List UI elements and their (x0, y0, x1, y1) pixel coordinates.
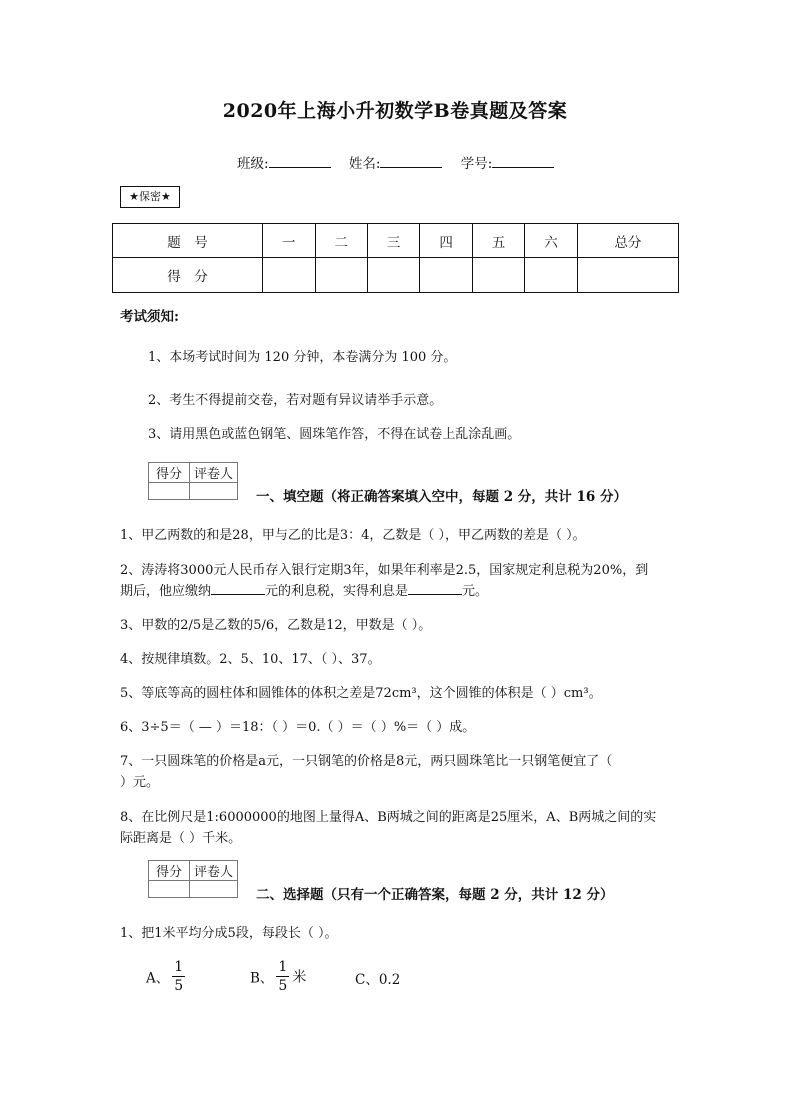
option-a-label: A、 (146, 970, 170, 987)
score-cell (263, 258, 315, 293)
question-6: 6、3÷5＝（ — ）＝18：（ ）＝0.（ ）＝（ ）%＝（ ）成。 (120, 720, 476, 735)
question-4: 4、按规律填数。2、5、10、17、（ ）、37。 (120, 652, 381, 667)
option-b (250, 958, 306, 995)
grader-score-label: 得分 (149, 861, 190, 881)
option-a (146, 958, 188, 995)
question-8-line2: 际距离是（ ）千米。 (120, 831, 242, 846)
fraction (172, 958, 185, 995)
option-b-label: B、 (250, 970, 274, 987)
question-7-line2: ）元。 (120, 775, 160, 790)
option-b-unit: 米 (292, 969, 307, 986)
question-7-line1: 7、一只圆珠笔的价格是a元，一只钢笔的价格是8元，两只圆珠笔比一只钢笔便宜了（ (120, 754, 613, 769)
grader-score-label: 得分 (149, 463, 190, 483)
notice-item: 2、考生不得提前交卷，若对题有异议请举手示意。 (148, 393, 443, 408)
id-blank (492, 155, 554, 168)
notice-item: 3、请用黑色或蓝色钢笔、圆珠笔作答，不得在试卷上乱涂乱画。 (148, 427, 521, 442)
class-blank (269, 155, 331, 168)
score-cell (315, 258, 367, 293)
score-cell (577, 258, 678, 293)
fraction (276, 958, 289, 995)
score-cell (472, 258, 524, 293)
question-2-line2 (120, 580, 488, 599)
notice-item: 1、本场考试时间为 120 分钟，本卷满分为 100 分。 (148, 350, 457, 365)
question-8-line1: 8、在比例尺是1:6000000的地图上量得A、B两城之间的距离是25厘米，A、B两城之间的实 (120, 810, 657, 825)
name-blank (380, 155, 442, 168)
fraction-denominator: 5 (278, 978, 288, 994)
grader-box (148, 462, 238, 500)
fraction-denominator: 5 (174, 978, 184, 994)
q2-part2: 元的利息税，实得利息是 (265, 584, 409, 599)
page-title: 2020年上海小升初数学B卷真题及答案 (222, 100, 568, 122)
question-2-line1: 2、涛涛将3000元人民币存入银行定期3年，如果年利率是2.5，国家规定利息税为20%，到 (120, 563, 649, 578)
fraction-numerator: 1 (174, 959, 184, 975)
header-cell: 六 (525, 224, 577, 258)
answer-blank (408, 582, 462, 595)
grader-reviewer-cell (190, 881, 238, 898)
question-5: 5、等底等高的圆柱体和圆锥体的体积之差是72cm³，这个圆锥的体积是（ ）cm³。 (120, 686, 602, 701)
option-c: C、0.2 (355, 972, 401, 988)
question-3: 3、甲数的2/5是乙数的5/6，乙数是12，甲数是（ ）。 (120, 618, 432, 633)
student-info (237, 152, 568, 172)
fraction-numerator: 1 (278, 959, 288, 975)
score-cell (367, 258, 419, 293)
secret-badge: ★保密★ (120, 186, 180, 208)
score-header-row (113, 224, 679, 258)
score-row-label: 得 分 (113, 258, 263, 293)
q2-part1: 期后，他应缴纳 (120, 584, 212, 599)
header-cell: 四 (420, 224, 472, 258)
grader-score-cell (149, 483, 190, 500)
header-cell: 五 (472, 224, 524, 258)
section2-heading: 二、选择题（只有一个正确答案，每题 2 分，共计 12 分） (256, 887, 614, 903)
name-label: 姓名: (348, 156, 381, 172)
question-1: 1、甲乙两数的和是28，甲与乙的比是3：4，乙数是（ ），甲乙两数的差是（ ）。 (120, 528, 586, 543)
header-cell: 题 号 (113, 224, 263, 258)
grader-reviewer-cell (190, 483, 238, 500)
class-label: 班级: (237, 156, 269, 172)
id-label: 学号: (460, 156, 493, 172)
header-cell: 三 (367, 224, 419, 258)
q2-part3: 元。 (462, 584, 489, 599)
section1-heading: 一、填空题（将正确答案填入空中，每题 2 分，共计 16 分） (256, 489, 627, 505)
score-table (112, 223, 679, 293)
grader-reviewer-label: 评卷人 (190, 861, 238, 881)
grader-reviewer-label: 评卷人 (190, 463, 238, 483)
header-cell: 二 (315, 224, 367, 258)
score-row (113, 258, 679, 293)
choice-question-1: 1、把1米平均分成5段，每段长（ ）。 (120, 926, 338, 941)
answer-blank (211, 582, 265, 595)
grader-box (148, 860, 238, 898)
score-cell (525, 258, 577, 293)
notice-heading: 考试须知: (120, 309, 179, 325)
score-cell (420, 258, 472, 293)
header-cell: 一 (263, 224, 315, 258)
grader-score-cell (149, 881, 190, 898)
header-cell: 总分 (577, 224, 678, 258)
